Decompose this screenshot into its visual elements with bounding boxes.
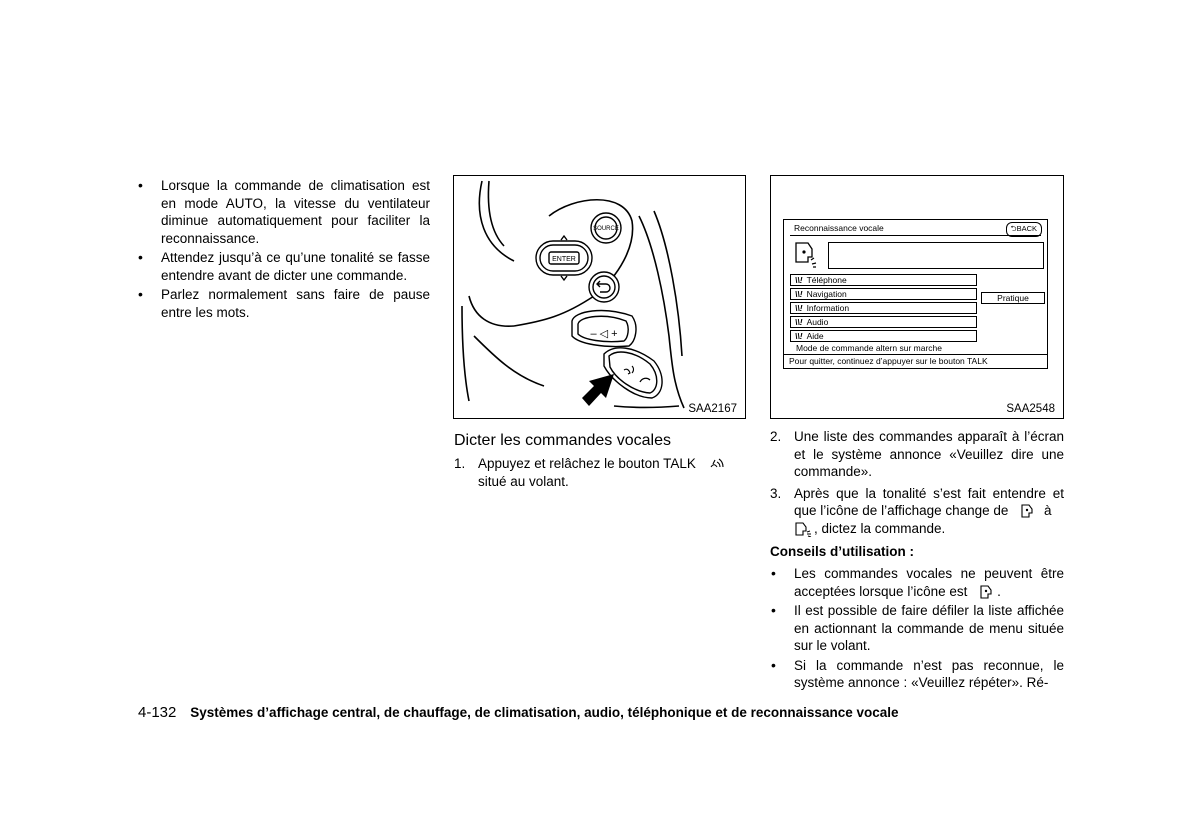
enter-label: ENTER	[552, 256, 576, 263]
figure-code: SAA2167	[688, 403, 737, 415]
voice-command-icon: \\!	[795, 331, 803, 341]
title-divider	[790, 235, 1041, 236]
voice-command-icon: \\!	[795, 303, 803, 313]
figure-code: SAA2548	[1006, 403, 1055, 415]
steering-wheel-figure	[453, 175, 746, 419]
listening-icon	[1020, 503, 1034, 519]
tips-heading: Conseils d’utilisation :	[770, 544, 915, 559]
step-3: 3. Après que la tonalité s’est fait entendre et que l’icône de l’affichage change de à , dictez la commande.	[770, 485, 1064, 536]
menu-item-aide[interactable]: \\! Aide	[790, 330, 977, 342]
menu-item-navigation[interactable]: \\! Navigation	[790, 288, 977, 300]
bullet-wait-tone: • Attendez jusqu’à ce qu’une tonalité se fasse entendre avant de dicter une commande.	[137, 249, 430, 284]
tips-list	[770, 565, 1064, 694]
source-label: SOURCE	[593, 226, 619, 232]
listening-icon	[979, 584, 993, 600]
speaker-head-icon	[792, 240, 822, 270]
back-label: BACK	[1016, 224, 1037, 233]
recognition-display-field	[828, 242, 1044, 269]
volume-label: – ◁ +	[590, 328, 618, 340]
step-2: 2. Une liste des commandes apparaît à l’écran et le système annonce «Veuillez dire une commande».	[770, 429, 1064, 479]
menu-item-audio[interactable]: \\! Audio	[790, 316, 977, 328]
step-list-right	[770, 428, 1064, 541]
quit-instruction: Pour quitter, continuez d’appuyer sur le bouton TALK	[784, 354, 1047, 368]
tip-scroll-list: • Il est possible de faire défiler la liste affichée en actionnant la commande de menu située sur le volant.	[770, 602, 1064, 655]
mode-status-text: Mode de commande altern sur marche	[796, 343, 942, 353]
voice-screen-figure	[770, 175, 1064, 419]
section-heading: Dicter les commandes vocales	[454, 432, 671, 449]
chapter-title: Systèmes d’affichage central, de chauffage, de climatisation, audio, téléphonique et de reconnaissance vocale	[190, 705, 899, 720]
voice-command-icon: \\!	[795, 275, 803, 285]
speak-now-icon	[794, 521, 814, 537]
back-arrow-icon: ⮌	[1010, 224, 1017, 233]
back-button	[589, 272, 619, 302]
arrow-pointer	[582, 374, 614, 406]
bullet-auto-mode: • Lorsque la commande de climatisation est en mode AUTO, la vitesse du ventilateur diminue automatiquement pour faciliter la reconnaissance.	[137, 177, 430, 247]
voice-recognition-screen	[783, 219, 1048, 369]
talk-phone-rocker	[604, 348, 662, 398]
bullet-speak-normally: • Parlez normalement sans faire de pause entre les mots.	[137, 286, 430, 321]
voice-command-icon: \\!	[795, 289, 803, 299]
voice-command-icon: \\!	[795, 317, 803, 327]
tip-not-accepted: • Les commandes vocales ne peuvent être acceptées lorsque l’icône est .	[770, 565, 1064, 600]
talk-icon	[708, 457, 724, 471]
practice-button[interactable]: Pratique	[981, 292, 1045, 304]
steering-wheel-illustration	[454, 176, 744, 416]
step-1: 1. Appuyez et relâchez le bouton TALK situé au volant.	[454, 455, 746, 490]
step-list-middle	[454, 455, 746, 494]
tip-not-recognized: • Si la commande n’est pas reconnue, le système annonce : «Veuillez répéter». Ré-	[770, 657, 1064, 692]
page-number: 4-132	[138, 704, 177, 721]
menu-item-information[interactable]: \\! Information	[790, 302, 977, 314]
screen-title: Reconnaissance vocale	[794, 223, 884, 233]
left-bullet-list	[137, 177, 430, 323]
menu-item-telephone[interactable]: \\! Téléphone	[790, 274, 977, 286]
page-footer	[138, 704, 899, 721]
